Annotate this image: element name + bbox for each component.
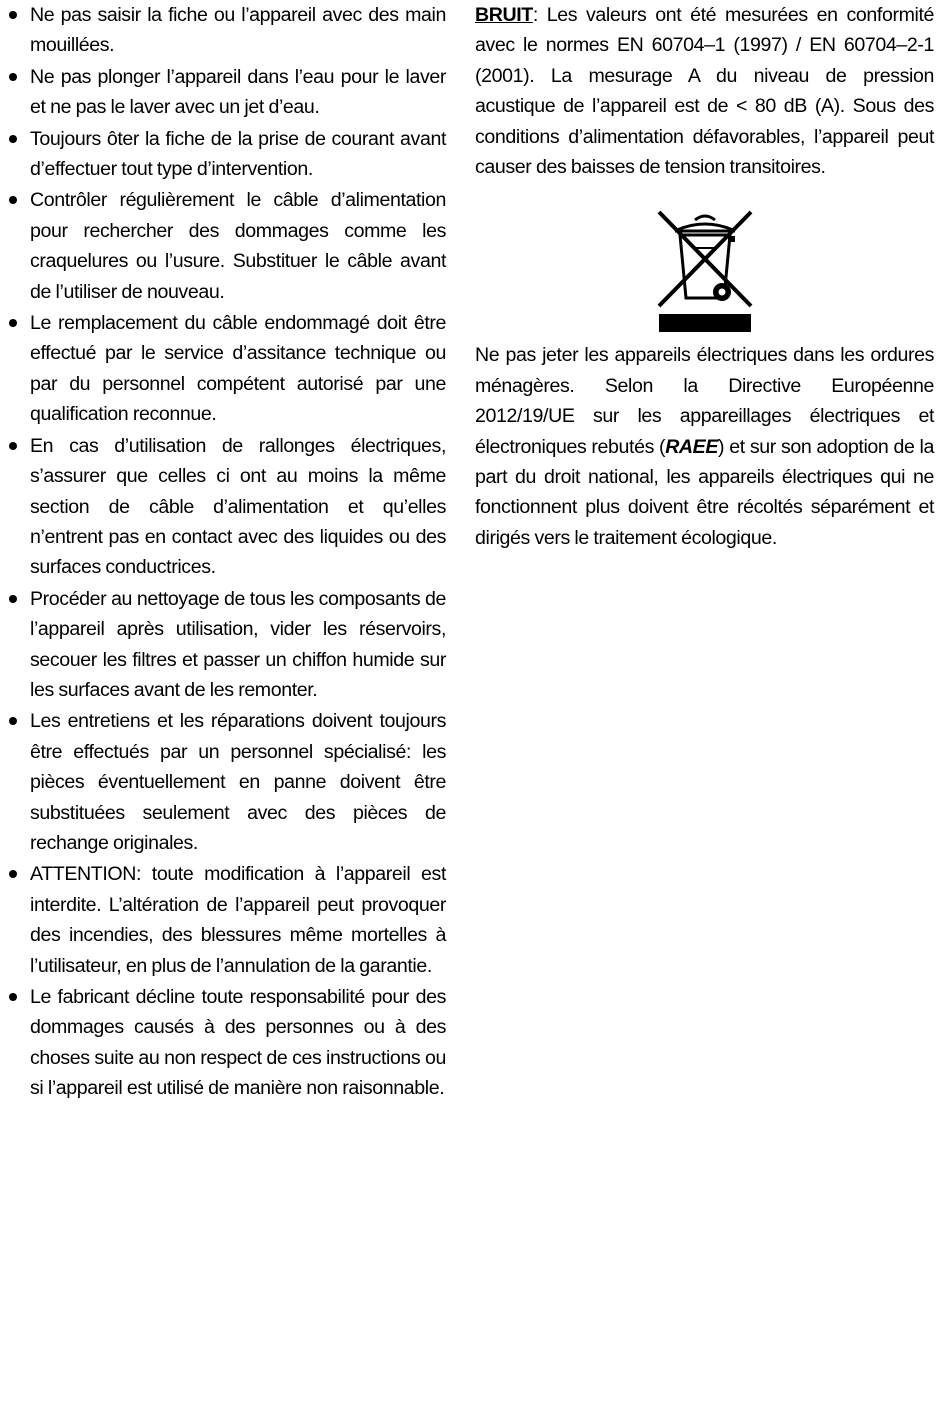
weee-symbol-container — [475, 208, 934, 334]
list-item — [6, 706, 446, 858]
bullet-icon — [9, 196, 17, 204]
list-item — [6, 308, 446, 430]
list-item-text: Le remplacement du câble endommagé doit être effectué par le service d’assitance technique ou par du personnel compétent autorisé par une qualification reconnue. — [30, 312, 446, 426]
noise-text: : Les valeurs ont été mesurées en conformité avec le normes EN 60704–1 (1997) / EN 60704–2-1 (2001). La mesurage A du niveau de pression acustique de l’appareil est de < 80 dB (A). Sous des conditions d’alimentation défavorables, l’appareil peut causer des baisses de tension transitoires. — [475, 4, 934, 179]
list-item — [6, 124, 446, 185]
bullet-icon — [9, 135, 17, 143]
list-item-text: ATTENTION: toute modification à l’appareil est interdite. L’altération de l’appareil peut provoquer des incendies, des blessures même mortelles à l’utilisateur, en plus de l’annulation de la garantie. — [30, 863, 446, 977]
list-item-text: Les entretiens et les réparations doivent toujours être effectués par un personnel spécialisé: les pièces éventuellement en panne doivent être substituées seulement avec des pièces de rechange originales. — [30, 710, 446, 854]
list-item-text: Ne pas saisir la fiche ou l’appareil avec des main mouillées. — [30, 4, 446, 57]
list-item — [6, 982, 446, 1104]
list-item-text: En cas d’utilisation de rallonges électriques, s’assurer que celles ci ont au moins la même section de câble d’alimentation et qu’elles n’entrent pas en contact avec des liquides ou des surfaces conductrices. — [30, 434, 446, 579]
raee-label: RAEE — [665, 435, 719, 458]
bullet-icon — [9, 870, 17, 878]
bullet-icon — [9, 442, 17, 450]
list-item — [6, 584, 446, 706]
list-item-text: Contrôler régulièrement le câble d’alimentation pour rechercher des dommages comme les craquelures ou l’usure. Substituer le câble avant de l’utiliser de nouveau. — [30, 189, 446, 303]
crossed-out-wheelie-bin-icon — [655, 208, 755, 334]
list-item — [6, 0, 446, 61]
disposal-text-before: Ne pas jeter les appareils électriques dans les ordures ménagères. Selon la Directive Européenne 2012/19/UE sur les appareillages électriques et électroniques rebutés ( — [475, 344, 934, 458]
bullet-icon — [9, 11, 17, 19]
list-item — [6, 431, 446, 583]
safety-instructions-column — [6, 0, 446, 1105]
list-item — [6, 185, 446, 307]
noise-and-disposal-column — [475, 0, 934, 553]
noise-paragraph — [475, 0, 934, 182]
bullet-icon — [9, 717, 17, 725]
bullet-icon — [9, 595, 17, 603]
list-item-text: Ne pas plonger l’appareil dans l’eau pour le laver et ne pas le laver avec un jet d’eau. — [30, 65, 446, 119]
disposal-paragraph — [475, 340, 934, 553]
disposal-text-after: ) et sur son adoption de la part du droit national, les appareils électriques qui ne fonctionnent plus doivent être récoltés séparément et dirigés vers le traitement écologique. — [475, 435, 934, 549]
noise-heading: BRUIT — [475, 4, 533, 26]
list-item-text: Toujours ôter la fiche de la prise de courant avant d’effectuer tout type d’intervention. — [30, 127, 446, 181]
list-item-text: Le fabricant décline toute responsabilité pour des dommages causés à des personnes ou à des choses suite au non respect de ces instructions ou si l’appareil est utilisé de manière non raisonnable. — [30, 986, 446, 1100]
bullet-icon — [9, 73, 17, 81]
bullet-icon — [9, 319, 17, 327]
safety-instructions-list — [6, 0, 446, 1104]
list-item — [6, 859, 446, 981]
list-item-text: Procéder au nettoyage de tous les composants de l’appareil après utilisation, vider les réservoirs, secouer les filtres et passer un chiffon humide sur les surfaces avant de les remonter. — [30, 587, 446, 701]
list-item — [6, 62, 446, 123]
bullet-icon — [9, 993, 17, 1001]
